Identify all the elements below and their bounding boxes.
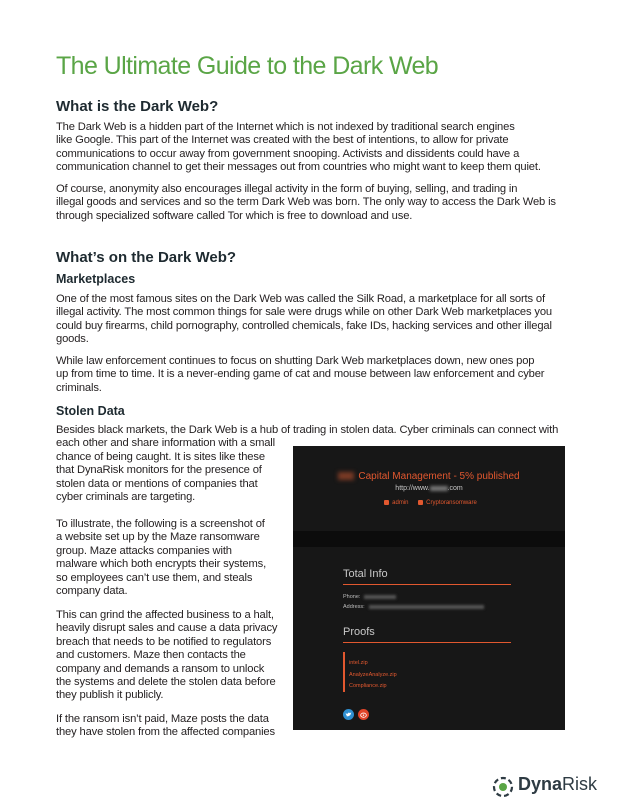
text-line: communication channel to get their messages out from countries who might want to keep them quiet. <box>56 161 541 174</box>
text-line: they publish it publicly. <box>56 689 164 702</box>
subheading-marketplaces: Marketplaces <box>56 272 136 286</box>
text-line: This can grind the affected business to a halt, <box>56 609 274 621</box>
paragraph-marketplaces-2 <box>56 355 544 395</box>
redacted-name <box>338 472 354 480</box>
twitter-icon[interactable] <box>343 709 354 720</box>
text-line: Of course, anonymity also encourages illegal activity in the form of buying, selling, and trading in <box>56 183 518 195</box>
text-line: and customers. Maze then contacts the <box>56 649 246 662</box>
tag-icon <box>418 500 423 505</box>
paragraph-stolen-data-4 <box>56 713 275 740</box>
weibo-icon[interactable] <box>358 709 369 720</box>
text-line: One of the most famous sites on the Dark Web was called the Silk Road, a marketplace for all sorts of <box>56 293 545 305</box>
proof-file[interactable]: Compliance.zip <box>349 683 387 689</box>
section-heading-whats-on: What’s on the Dark Web? <box>56 249 237 266</box>
phone-field <box>343 594 396 600</box>
text-line: each other and share information with a small <box>56 437 275 450</box>
text-line: through specialized software called Tor which is free to download and use. <box>56 209 413 222</box>
user-icon <box>384 500 389 505</box>
url-prefix: http://www. <box>395 485 430 492</box>
paragraph-marketplaces-1 <box>56 293 552 347</box>
text-line: The Dark Web is a hidden part of the Internet which is not indexed by traditional search engines <box>56 121 515 133</box>
redacted-address <box>369 605 484 609</box>
paragraph-stolen-data-2 <box>56 518 266 598</box>
maze-website-screenshot <box>293 446 565 730</box>
text-line: like Google. This part of the Internet was created with the best of intentions, to allow for private <box>56 134 509 147</box>
proof-file[interactable]: intel.zip <box>349 660 368 666</box>
section-heading-what-is: What is the Dark Web? <box>56 98 219 115</box>
phone-label: Phone: <box>343 594 361 600</box>
text-line: heavily disrupt sales and cause a data privacy <box>56 622 278 635</box>
text-line: company and demands a ransom to unlock <box>56 662 265 675</box>
text-line: company data. <box>56 585 128 598</box>
redacted-domain <box>430 486 448 491</box>
dynarisk-logo-icon <box>491 775 515 799</box>
screenshot-title <box>293 471 565 482</box>
text-line: While law enforcement continues to focus on shutting Dark Web marketplaces down, new ones pop <box>56 355 535 367</box>
text-line: that DynaRisk monitors for the presence of <box>56 464 262 477</box>
paragraph-what-is-1 <box>56 121 541 175</box>
brand-name-light: Risk <box>562 774 598 794</box>
redacted-phone <box>364 595 396 599</box>
screenshot-meta <box>293 500 565 506</box>
paragraph-stolen-data-3 <box>56 609 277 703</box>
text-line: the systems and delete the stolen data before <box>56 676 276 689</box>
text-line: communications to occur away from government snooping. Activists and dissidents could have a <box>56 147 520 160</box>
text-line: goods. <box>56 333 89 346</box>
page-title: The Ultimate Guide to the Dark Web <box>56 52 439 80</box>
text-line: illegal activity. The most common things for sale were drugs while on other Dark Web marketplaces you <box>56 306 552 319</box>
text-line: a website set up by the Maze ransomware <box>56 531 260 544</box>
proofs-bar <box>343 652 345 692</box>
text-line: illegal goods and services and so the term Dark Web was born. The only way to access the Dark Web is <box>56 196 556 209</box>
address-label: Address: <box>343 604 365 610</box>
screenshot-url <box>293 485 565 492</box>
text-line: could buy firearms, child pornography, controlled chemicals, fake IDs, hacking services and other illegal <box>56 319 552 332</box>
text-line: criminals. <box>56 381 102 394</box>
text-line: group. Maze attacks companies with <box>56 544 232 557</box>
total-info-heading: Total Info <box>343 568 388 580</box>
proofs-heading: Proofs <box>343 626 375 638</box>
tag-label: Cryptoransomware <box>426 500 477 507</box>
text-line: breach that needs to be notified to regulators <box>56 635 272 648</box>
text-line: If the ransom isn’t paid, Maze posts the data <box>56 713 269 725</box>
subheading-stolen-data: Stolen Data <box>56 404 125 418</box>
proof-file[interactable]: AnalyzeAnalyze.zip <box>349 672 397 678</box>
brand-name-bold: Dyna <box>518 774 563 794</box>
proofs-rule <box>343 642 511 643</box>
text-line: so employees can’t use them, and steals <box>56 571 253 584</box>
url-suffix: .com <box>447 485 463 492</box>
total-info-rule <box>343 584 511 585</box>
author-label: admin <box>392 500 409 507</box>
paragraph-what-is-2 <box>56 183 556 223</box>
text-line: cyber criminals are targeting. <box>56 491 196 504</box>
text-line: they have stolen from the affected companies <box>56 726 275 739</box>
text-line: To illustrate, the following is a screenshot of <box>56 518 265 530</box>
text-line: stolen data or mentions of companies that <box>56 477 258 490</box>
dynarisk-logo-text <box>518 774 597 795</box>
text-line: up from time to time. It is a never-ending game of cat and mouse between law enforcement and cyber <box>56 368 545 381</box>
text-line: malware which both encrypts their systems, <box>56 558 267 571</box>
address-field <box>343 604 484 610</box>
text-line: Besides black markets, the Dark Web is a hub of trading in stolen data. Cyber criminals can connect with <box>56 424 559 436</box>
divider-band <box>293 531 565 547</box>
screenshot-title-text: Capital Management - 5% published <box>358 471 520 482</box>
text-line: chance of being caught. It is sites like these <box>56 450 265 463</box>
